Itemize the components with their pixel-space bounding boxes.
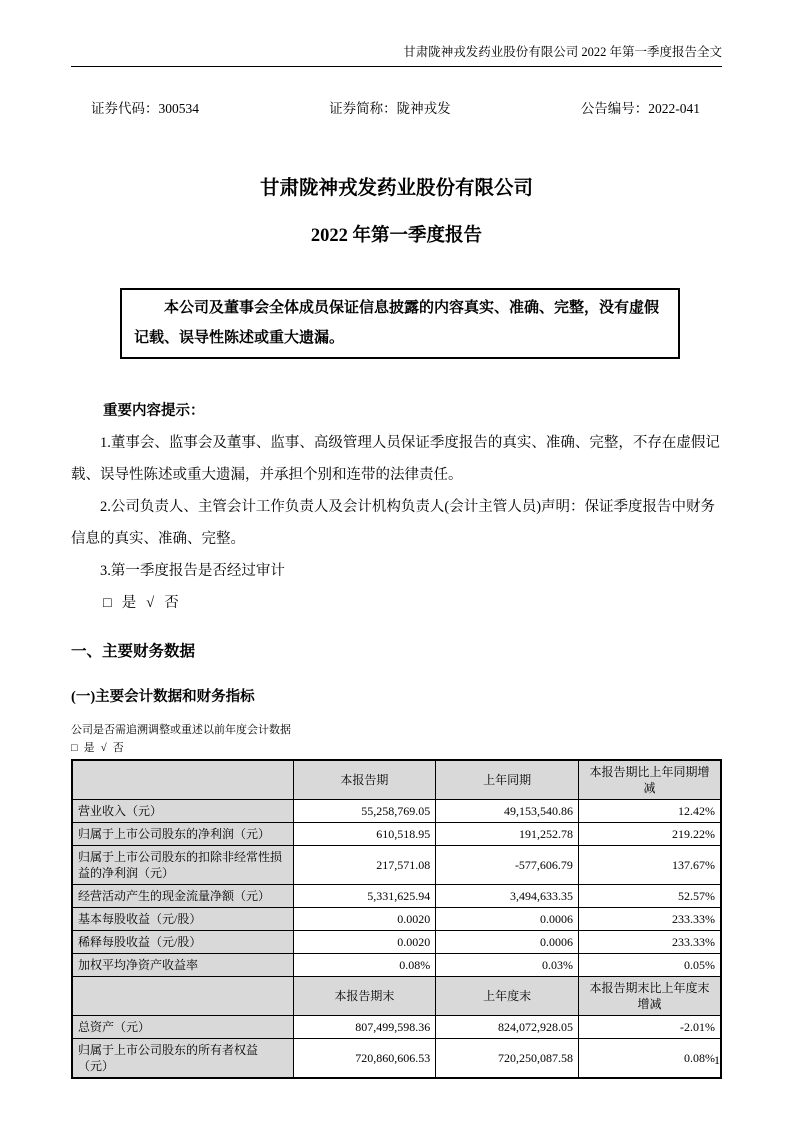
table-cell-value: 720,250,087.58 [436, 1039, 579, 1079]
table-cell-value: 0.08% [578, 1039, 721, 1079]
table-cell-value: 3,494,633.35 [436, 885, 579, 908]
table-header-row [72, 977, 721, 1016]
table-cell-label: 稀释每股收益（元/股） [72, 931, 293, 954]
table-cell-value: 0.03% [436, 954, 579, 977]
table-header-cell [72, 760, 293, 800]
table-cell-value: 219.22% [578, 823, 721, 846]
page-title: 甘肃陇神戎发药业股份有限公司 [259, 178, 533, 199]
table-cell-label: 经营活动产生的现金流量净额（元） [72, 885, 293, 908]
yes-label: 是 [121, 595, 137, 611]
table-cell-value: 52.57% [578, 885, 721, 908]
table-header-cell: 上年同期 [436, 760, 579, 800]
table-cell-label: 归属于上市公司股东的净利润（元） [72, 823, 293, 846]
table-cell-value: 137.67% [578, 846, 721, 885]
table-cell-value: 0.0020 [293, 931, 436, 954]
table-cell-value: 191,252.78 [436, 823, 579, 846]
page-number: 1 [714, 1053, 720, 1067]
table-cell-label: 营业收入（元） [72, 800, 293, 823]
table-cell-label: 基本每股收益（元/股） [72, 908, 293, 931]
table-row [72, 823, 721, 846]
notice-item-2: 2.公司负责人、主管会计工作负责人及会计机构负责人(会计主管人员)声明：保证季度报告中财务信息的真实、准确、完整。 [71, 499, 716, 547]
notice-item-1: 1.董事会、监事会及董事、监事、高级管理人员保证季度报告的真实、准确、完整，不存在虚假记载、误导性陈述或重大遗漏，并承担个别和连带的法律责任。 [71, 435, 720, 483]
restate-choice-line [71, 741, 722, 756]
table-cell-label: 归属于上市公司股东的扣除非经常性损益的净利润（元） [72, 846, 293, 885]
table-row [72, 931, 721, 954]
table-header-row [72, 760, 721, 800]
restate-question: 公司是否需追溯调整或重述以前年度会计数据 [71, 724, 291, 736]
table-cell-value: 824,072,928.05 [436, 1016, 579, 1039]
section-heading-financial-data: 一、主要财务数据 [71, 643, 196, 660]
financial-table [71, 759, 722, 1079]
table-header-cell: 本报告期末比上年度末增减 [578, 977, 721, 1016]
table-row [72, 846, 721, 885]
table-header-cell: 本报告期比上年同期增减 [578, 760, 721, 800]
table-header-cell: 本报告期 [293, 760, 436, 800]
checkbox-unchecked-icon: □ [103, 595, 112, 611]
running-header: 甘肃陇神戎发药业股份有限公司 2022 年第一季度报告全文 [71, 0, 722, 67]
table-cell-label: 归属于上市公司股东的所有者权益（元） [72, 1039, 293, 1079]
check-icon: √ [146, 595, 155, 611]
table-cell-value: 233.33% [578, 908, 721, 931]
board-statement-text: 本公司及董事会全体成员保证信息披露的内容真实、准确、完整，没有虚假记载、误导性陈述或重大遗漏。 [134, 300, 660, 346]
announcement-number: 公告编号：2022-041 [580, 101, 700, 116]
table-header-cell: 本报告期末 [293, 977, 436, 1016]
table-row [72, 885, 721, 908]
financial-table-body [72, 760, 721, 1078]
important-notice-section [71, 395, 722, 619]
notice-item-3: 3.第一季度报告是否经过审计 [100, 563, 285, 579]
table-cell-label: 总资产（元） [72, 1016, 293, 1039]
audit-choice-line [103, 587, 722, 619]
yes-label: 是 [83, 742, 95, 754]
table-cell-value: -577,606.79 [436, 846, 579, 885]
page-subtitle: 2022 年第一季度报告 [310, 226, 483, 246]
table-header-cell [72, 977, 293, 1016]
table-cell-value: 720,860,606.53 [293, 1039, 436, 1079]
table-cell-value: 0.05% [578, 954, 721, 977]
table-cell-value: 0.0020 [293, 908, 436, 931]
table-cell-value: 5,331,625.94 [293, 885, 436, 908]
table-cell-value: 12.42% [578, 800, 721, 823]
check-icon: √ [100, 742, 107, 754]
table-cell-label: 加权平均净资产收益率 [72, 954, 293, 977]
table-cell-value: 0.0006 [436, 931, 579, 954]
no-label: 否 [112, 742, 124, 754]
table-cell-value: -2.01% [578, 1016, 721, 1039]
checkbox-unchecked-icon: □ [71, 742, 78, 754]
notice-heading: 重要内容提示： [103, 403, 205, 419]
no-label: 否 [164, 595, 179, 611]
table-cell-value: 217,571.08 [293, 846, 436, 885]
table-cell-value: 0.08% [293, 954, 436, 977]
table-cell-value: 610,518.95 [293, 823, 436, 846]
table-cell-value: 55,258,769.05 [293, 800, 436, 823]
stock-info-row [71, 100, 722, 118]
board-statement-box [120, 288, 680, 359]
table-row [72, 1016, 721, 1039]
table-cell-value: 0.0006 [436, 908, 579, 931]
table-row [72, 1039, 721, 1079]
table-row [72, 908, 721, 931]
table-cell-value: 233.33% [578, 931, 721, 954]
stock-name: 证券简称：陇神戎发 [329, 101, 451, 116]
sub-heading-accounting-indicators: (一)主要会计数据和财务指标 [71, 689, 255, 705]
table-cell-value: 807,499,598.36 [293, 1016, 436, 1039]
table-header-cell: 上年度末 [436, 977, 579, 1016]
table-row [72, 800, 721, 823]
table-cell-value: 49,153,540.86 [436, 800, 579, 823]
table-row [72, 954, 721, 977]
stock-code: 证券代码：300534 [91, 101, 199, 116]
